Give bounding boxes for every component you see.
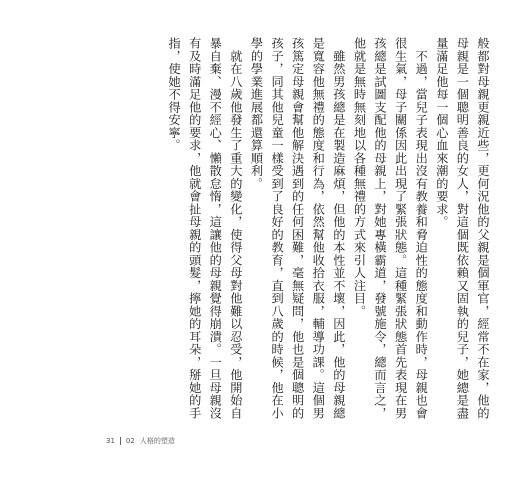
footer-divider — [120, 437, 121, 445]
paragraph: 就在八歲他發生了重大的變化，使得父母對他難以忍受，他開始自暴自棄、漫不經心、懶散怠惰，這讓他的母親覺得崩潰。一旦母親沒有及時滿足他的要求，他就會扯母親的頭髮，擰她的耳朵，掰她的手指，使她不得安寧。 — [167, 37, 243, 420]
page-footer — [106, 436, 175, 446]
paragraph: 雖然男孩總是在製造麻煩，但他的本性並不壞，因此，他的母親總是寬容他無禮的態度和行為，依然幫他收拾衣服，輔導功課。這個男孩篤定母親會幫他解決遇到的任何困難，毫無疑問，他也是個聰明的孩子，同其他兒童一樣受到了良好的教育，直到八歲的時候，他在小學的學業進展都還算順利。 — [249, 37, 346, 420]
paragraph: 不過，當兒子表現出沒有教養和脅迫性的態度和動作時，母親也會很生氣，母子關係因此出現了緊張狀態。這種緊張狀態首先表現在男孩總是試圖支配他的母親上，對她專橫霸道，發號施令，總而言之，他就是無時無刻地以各種無禮的方式來引人注目。 — [352, 37, 429, 420]
page-number: 31 — [106, 437, 115, 445]
chapter-title: 人格的塑造 — [139, 437, 175, 445]
paragraph: 般都對母親更親近些，更何況他的父親是個軍官，經常不在家，他的母親是一個聰明善良的女人，對這個既依賴又固執的兒子，她總是盡量滿足他每一個心血來潮的要求。 — [434, 37, 490, 420]
chapter-number: 02 — [125, 437, 135, 445]
vertical-text-body — [33, 37, 493, 427]
